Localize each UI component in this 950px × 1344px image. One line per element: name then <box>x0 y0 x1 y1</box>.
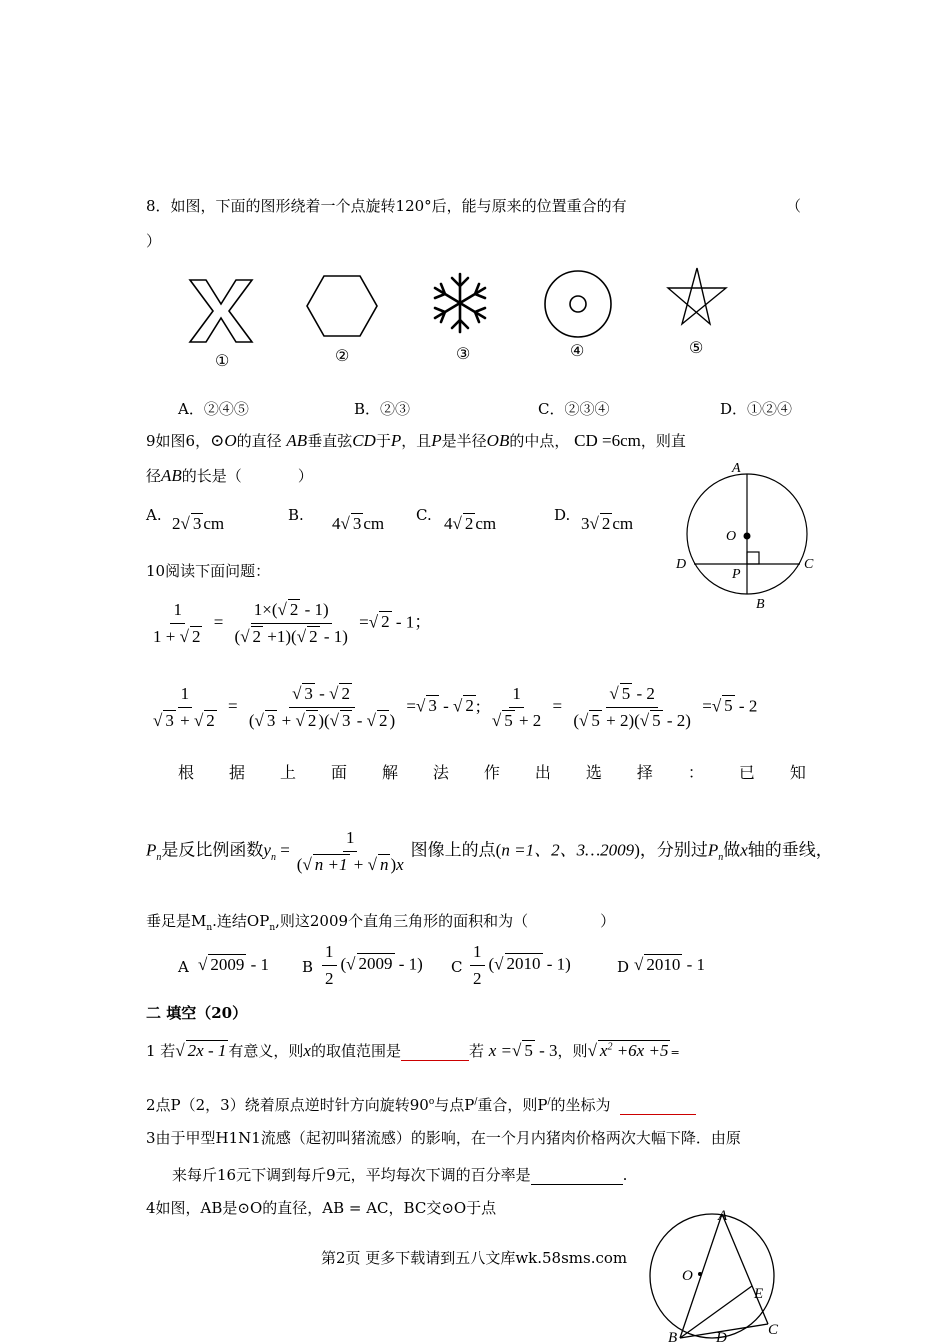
ring-icon <box>542 268 614 340</box>
x-letter-icon <box>186 278 256 344</box>
snowflake-icon <box>425 270 495 336</box>
q10-option-c-letter: C <box>451 958 463 976</box>
star-icon <box>664 266 730 328</box>
q8-option-a: A．②④⑤ <box>178 400 249 418</box>
q10-option-a-letter: A <box>178 958 189 976</box>
q9-stem-line2: 径AB的长是（ ） <box>146 466 313 485</box>
q9-option-a-letter: A. <box>146 506 162 524</box>
fig-label-o: O <box>726 529 737 544</box>
fig-label-a: A <box>732 461 741 476</box>
q9-option-b-letter: B. <box>288 506 304 524</box>
fill-3-line2: 来每斤16元下调到每斤9元，平均每次下调的百分率是 . <box>172 1166 628 1184</box>
fill-1-blank[interactable] <box>401 1046 469 1061</box>
q8-paren-left: （ <box>786 197 802 215</box>
fig4-label-b: B <box>668 1330 678 1344</box>
figure-label-5: ⑤ <box>689 338 704 357</box>
q10-option-b: $\frac{1}{2}$ (√ 2009 - 1) <box>318 942 423 989</box>
q9-option-c-letter: C. <box>416 506 432 524</box>
q10-option-b-letter: B <box>302 958 314 976</box>
q10-option-d-letter: D <box>617 958 630 976</box>
q8-option-c: C．②③④ <box>538 400 610 418</box>
fig4-label-o: O <box>682 1268 693 1284</box>
q9-stem: 9如图6，⊙O的直径 AB垂直弦CD于P，且P是半径OB的中点， CD =6cm，则直 <box>146 431 686 450</box>
fig4-label-c: C <box>768 1322 779 1338</box>
q9-option-a: 2√ 3 cm <box>172 514 225 533</box>
q9-option-b: 4√ 3 cm <box>332 514 385 533</box>
q9-option-d: 3√ 2 cm <box>581 514 634 533</box>
fig4-label-d: D <box>716 1330 727 1344</box>
q10-equation-2: $\frac{1}{√ 3 + √ 2}$ = $\frac{√ 3 - √ 2}{(√ 3 + √ 2 )(√ 3 - √ 2 )}$ =√ 3 - √ 2 ; $\frac{1}{√ 5 + 2}$ = $\frac{√ 5 - 2}{(√ 5 + 2)(√ 5 - 2)}$ =√ 5 - 2 <box>153 684 758 730</box>
q8-option-b: B．②③ <box>354 400 411 418</box>
figure-label-2: ② <box>335 346 350 365</box>
fill-4-figure <box>640 1206 790 1344</box>
section-title: 二 填空（20） <box>146 1004 248 1022</box>
figure-label-3: ③ <box>456 344 471 363</box>
q9-option-d-letter: D. <box>554 506 571 524</box>
fig4-label-e: E <box>754 1286 764 1302</box>
page-footer: 第2页 更多下载请到五八文库wk.58sms.com <box>321 1249 628 1267</box>
fig-label-d: D <box>676 557 687 572</box>
q10-option-d: √ 2010 - 1 <box>634 955 706 974</box>
q10-equation-1: $\frac{1}{1 + √ 2}$ = $\frac{1\times(√ 2 - 1)}{(√ 2 +1)(√ 2 - 1)}$ =√ 2 - 1； <box>153 600 432 646</box>
figure-label-1: ① <box>215 351 230 370</box>
q10-option-c: $\frac{1}{2}$ (√ 2010 - 1) <box>466 942 571 989</box>
q10-instruction: 根 据 上 面 解 法 作 出 选 择 ： 已 知 <box>178 763 806 782</box>
q8-paren-right: ） <box>146 232 162 250</box>
fill-2-blank[interactable] <box>620 1100 696 1115</box>
fig-label-c: C <box>804 557 814 572</box>
q8-stem: 8．如图，下面的图形绕着一个点旋转120°后，能与原来的位置重合的有 <box>146 197 627 215</box>
q8-option-d: D．①②④ <box>720 400 793 418</box>
q9-circle-figure <box>672 456 824 614</box>
fill-1: 1 若√ 2x - 1 有意义，则x的取值范围是 若 x =√ 5 - 3，则√ $x^2 +6x +5$ = <box>146 1041 680 1060</box>
hexagon-icon <box>305 274 379 338</box>
fig4-label-a: A <box>718 1208 728 1224</box>
q10-line2: 垂足是$M_n$.连结$OP_n$,则这2009个直角三角形的面积和为（ ） <box>146 912 616 933</box>
figure-label-4: ④ <box>570 341 585 360</box>
fig-label-b: B <box>756 597 765 612</box>
q10-title: 10阅读下面问题： <box>146 562 271 580</box>
fill-4: 4如图，AB是⊙O的直径，AB = AC，BC交⊙O于点 <box>146 1199 497 1217</box>
fill-3-line1: 3由于甲型H1N1流感（起初叫猪流感）的影响，在一个月内猪肉价格两次大幅下降．由原 <box>146 1129 741 1147</box>
q9-option-c: 4√ 2 cm <box>444 514 497 533</box>
q10-option-a: √ 2009 - 1 <box>198 955 270 974</box>
fig-label-p: P <box>732 567 741 582</box>
fill-3-blank[interactable] <box>531 1170 623 1185</box>
fill-2: 2点P（2，3）绕着原点逆时针方向旋转90$^o$与点P/重合，则P/的坐标为 <box>146 1094 696 1115</box>
q10-pn-line: $P_n$是反比例函数$y_n$ = $\frac{1}{(√ n +1 + √ n )x}$ 图像上的点(n =1、2、3…2009)，分别过$P_n$做x轴的垂线， <box>146 828 833 874</box>
